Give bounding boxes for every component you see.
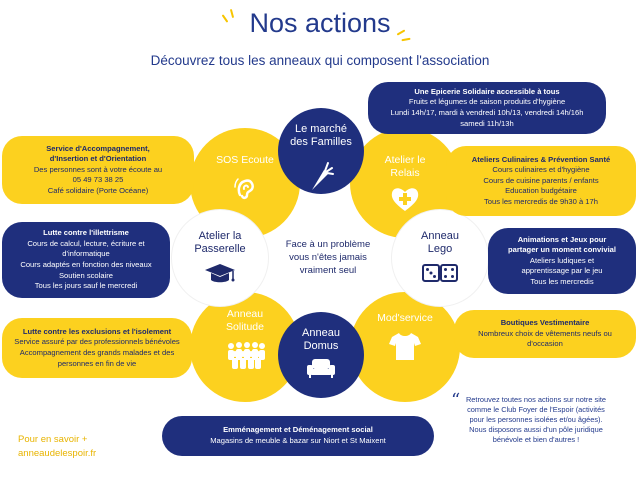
box-title: Emménagement et Déménagement social [223,425,373,435]
quote-line: bénévole et bien d'autres ! [492,435,580,444]
box-line: Tous les jours sauf le mercredi [34,281,138,291]
box-title: Lutte contre les exclusions et l'isolement [22,326,172,336]
box-line: personnes en fin de vie [57,358,137,368]
ring-anneau-lego[interactable] [392,210,488,306]
box-accompagnement [2,136,194,204]
quote-mark-icon: “ [451,390,461,411]
box-animations-jeux [488,228,636,294]
armchair-icon [306,357,336,379]
ring-label: SOS Ecoute [216,154,274,166]
box-line: Magasins de meuble & bazar sur Niort et St Maixent [210,436,386,445]
ring-atelier-passerelle[interactable] [172,210,268,306]
box-title: Animations et Jeux pour [517,234,607,244]
box-line: Lundi 14h/17, mardi à vendredi 10h/13, vendredi 14h/16h [390,108,584,117]
box-illettrisme [2,222,170,298]
box-line: d'occasion [527,339,563,349]
ring-modservice[interactable] [350,292,460,402]
box-title: Une Epicerie Solidaire accessible à tous [414,86,560,96]
box-line: Des personnes sont à votre écoute au [33,164,163,174]
box-line: Nombreux choix de vêtements neufs ou [478,328,612,338]
ring-label: Solitude [226,321,264,333]
page-subtitle: Découvrez tous les anneaux qui composent l'association [150,53,490,68]
box-line: samedi 11h/13h [460,118,514,128]
box-line: 05 49 73 38 25 [72,175,124,185]
ring-label: Anneau [226,308,264,320]
box-demenagement [162,416,434,456]
box-line: d'informatique [62,249,110,259]
ring-label: Relais [390,167,420,179]
box-line: Ateliers ludiques et [529,255,595,265]
dice-icon [422,262,458,284]
box-epicerie-solidaire [368,82,606,134]
box-title: Ateliers Culinaires & Prévention Santé [471,154,611,164]
ring-anneau-domus[interactable] [278,312,364,398]
box-line: Tous les mercredis de 9h30 à 17h [484,196,598,206]
box-line: Cours adaptés en fonction des niveaux [20,260,152,269]
ring-label: Atelier le [384,154,426,166]
box-line: Cours de cuisine parents / enfants [483,175,599,185]
quote-line: Retrouvez toutes nos actions sur notre site [465,395,607,404]
carrot-icon [308,160,334,192]
heart-plus-icon [390,186,420,212]
info-line: Pour en savoir + [18,434,88,445]
website-info [18,433,96,461]
box-line: Service assuré par des professionnels bénévoles [14,337,180,347]
center-line: vraiment seul [299,265,357,276]
box-ateliers-culinaires [446,146,636,216]
box-line: Fruits et légumes de saison produits d'hygiène [408,97,566,107]
box-title: Service d'Accompagnement, [46,143,150,153]
ring-label: Anneau [421,230,459,242]
box-title: Boutiques Vestimentaire [500,318,590,328]
ring-label: Passerelle [194,243,246,255]
box-line: Café solidaire (Porte Océane) [47,185,149,195]
ring-label: Atelier la [198,230,242,242]
center-message [268,238,388,277]
website-link[interactable]: anneaudelespoir.fr [18,448,97,459]
graduation-cap-icon [204,262,236,286]
box-exclusions-isolement [2,318,192,378]
center-line: Face à un problème [285,239,371,250]
site-quote [450,395,622,445]
ring-label: Anneau [302,327,340,339]
crowd-icon [223,340,267,370]
box-line: Tous les mercredis [530,276,594,286]
quote-line: pour les personnes isolées et/ou âgées). [469,415,603,424]
center-line: vous n'êtes jamais [289,252,367,263]
box-boutiques-vestimentaire [454,310,636,358]
box-line: Accompagnement des grands malades et des [19,348,175,357]
box-title: d'Insertion et d'Orientation [49,154,147,164]
box-title: partager un moment convivial [507,245,617,255]
box-line: apprentissage par le jeu [521,266,603,276]
tshirt-icon [388,331,422,361]
ring-label: Le marché [295,123,347,135]
page-title: Nos actions [249,8,391,38]
quote-line: comme le Club Foyer de l'Espoir (activités [467,405,605,414]
box-line: Cours de calcul, lecture, écriture et [27,238,145,248]
box-title: Lutte contre l'illettrisme [43,228,129,238]
ring-label: Domus [303,340,339,352]
box-line: Education budgétaire [505,186,577,196]
ear-icon [230,173,260,203]
quote-line: Nous disposons aussi d'un pôle juridique [469,425,603,434]
ring-label: Mod'service [377,312,433,324]
ring-label: des Familles [290,136,352,148]
ring-label: Lego [427,243,453,255]
box-line: Cours culinaires et d'hygiène [492,165,590,175]
box-line: Soutien scolaire [58,270,114,280]
